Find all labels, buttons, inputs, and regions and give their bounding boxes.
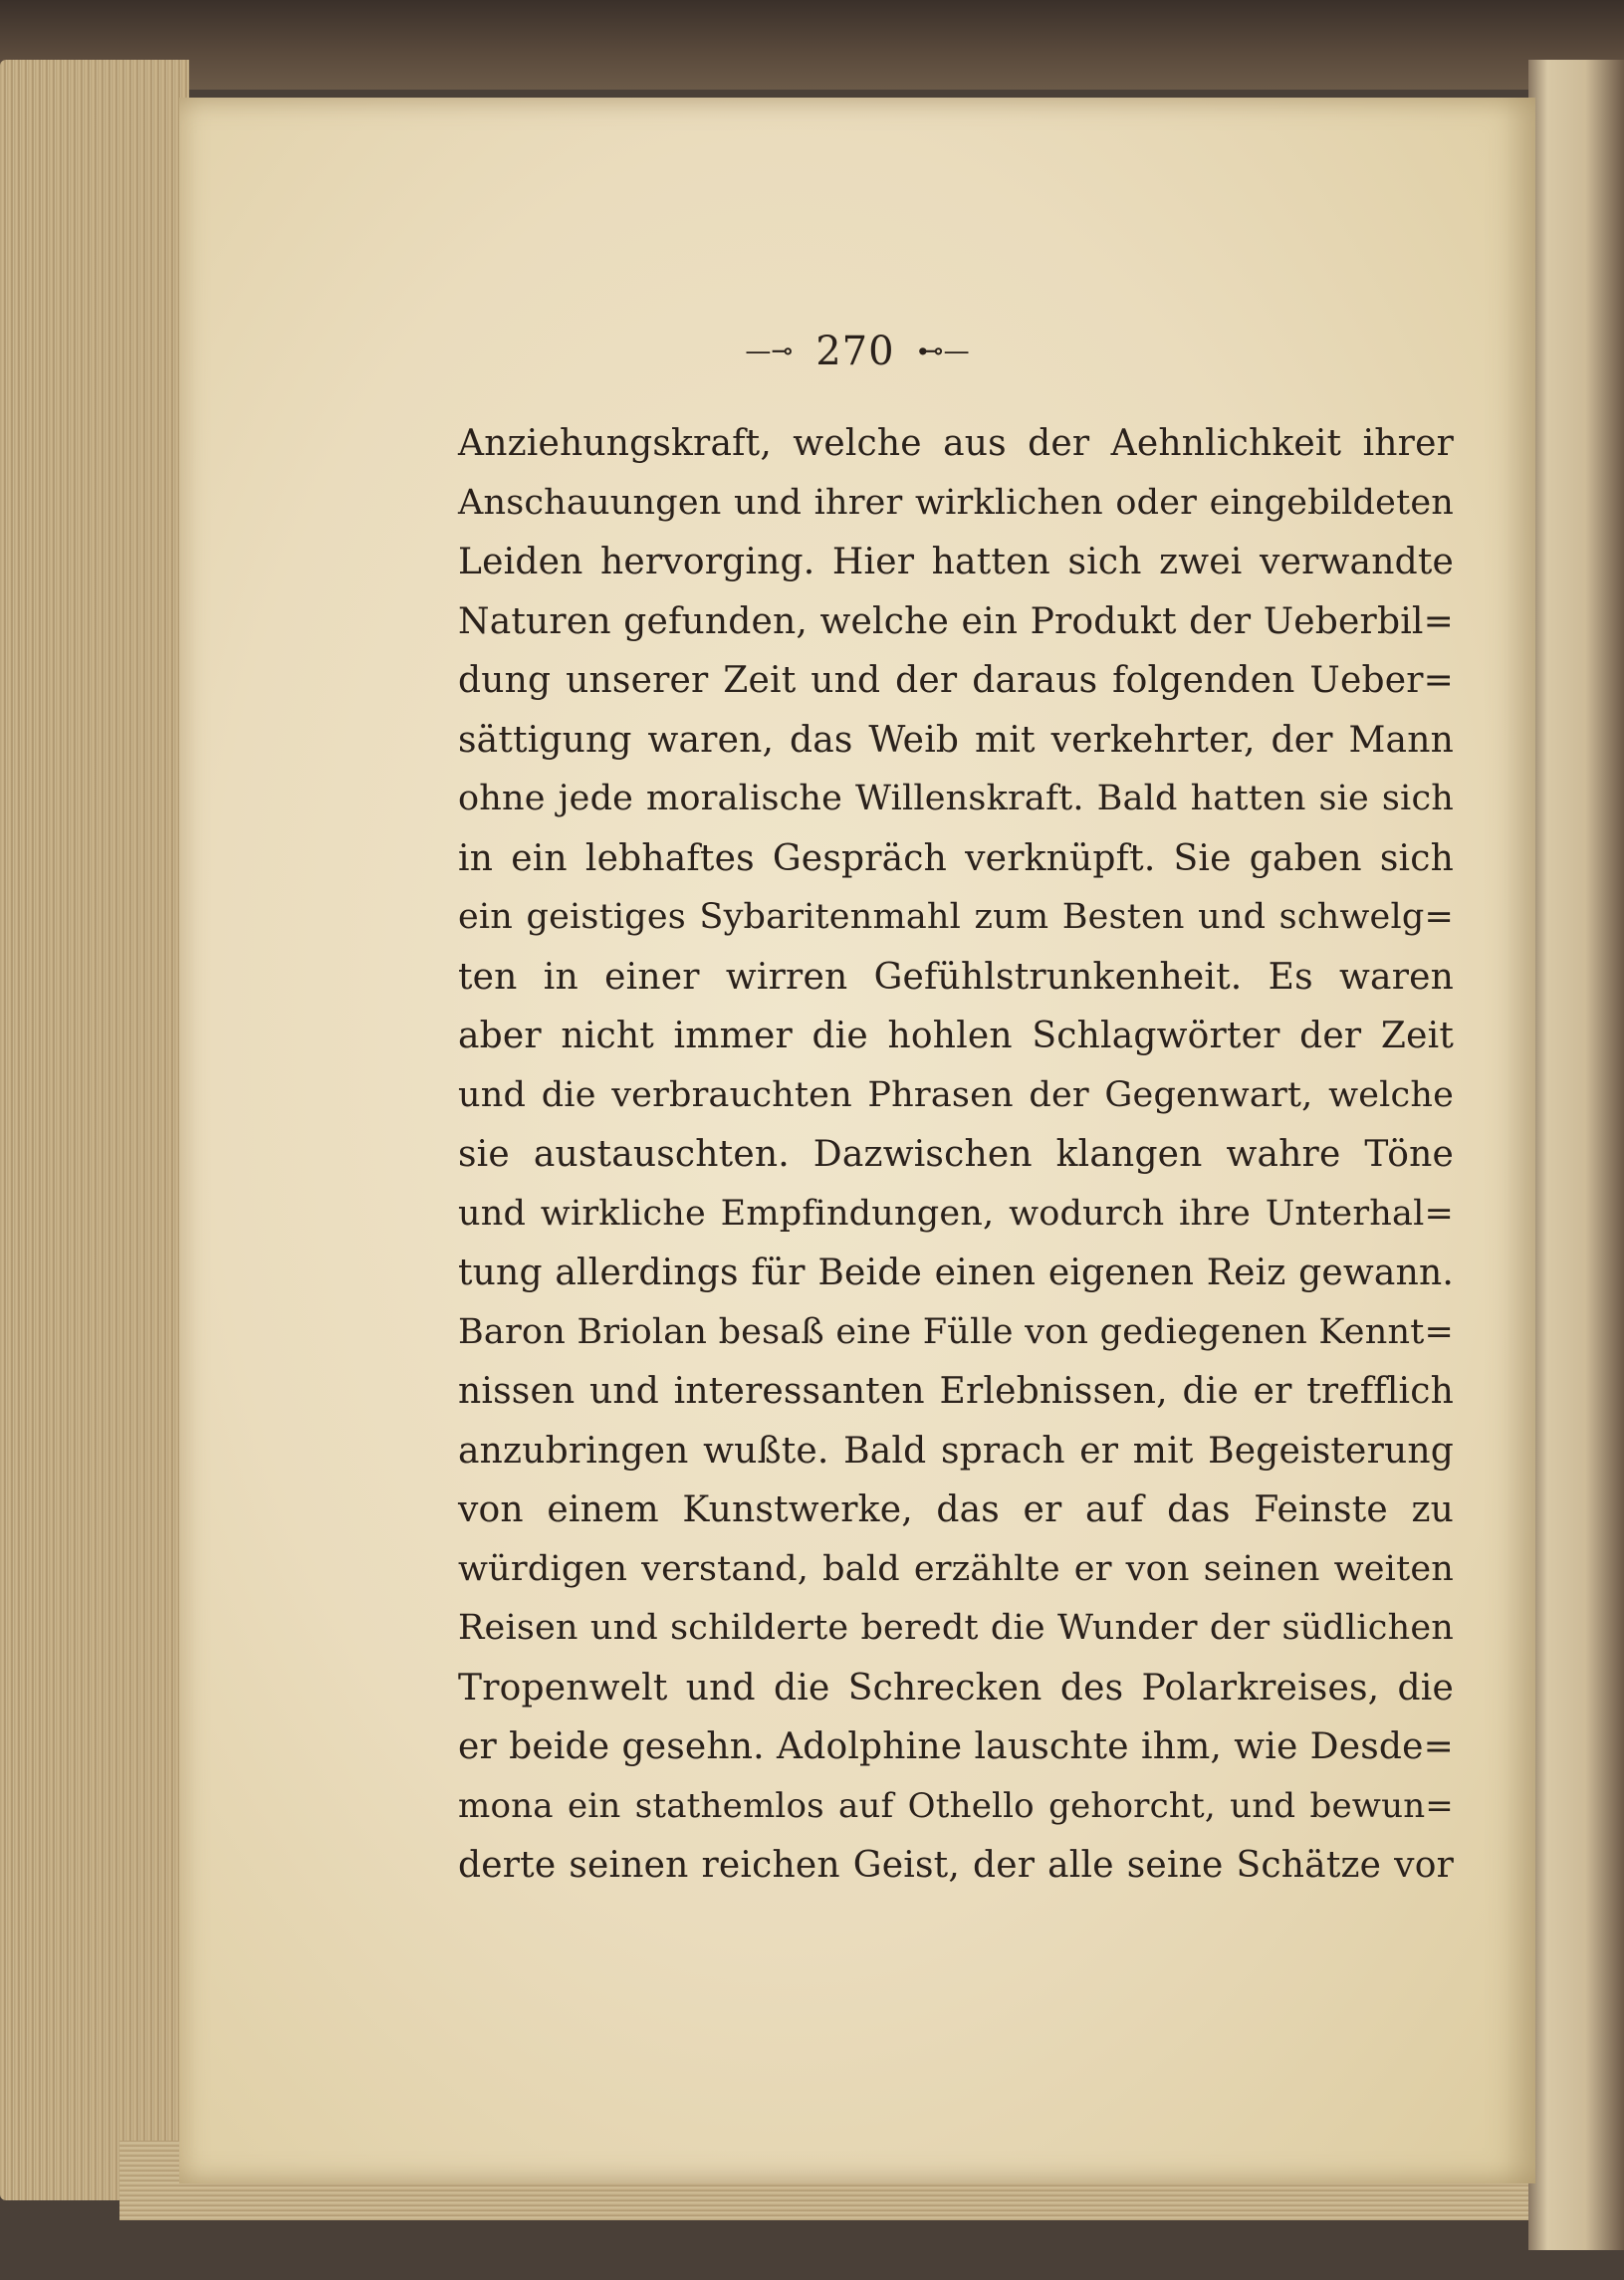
text-line: von einem Kunstwerke, das er auf das Feinste zu — [458, 1489, 1454, 1530]
text-line: Leiden hervorging. Hier hatten sich zwei verwandte — [458, 542, 1454, 582]
page-edges-left — [0, 60, 189, 2200]
text-line: Anziehungskraft, welche aus der Aehnlichkeit ihrer — [458, 423, 1454, 464]
text-line: ein geistiges Sybaritenmahl zum Besten und schwelg= — [458, 897, 1454, 937]
text-line: aber nicht immer die hohlen Schlagwörter der Zeit — [458, 1016, 1454, 1056]
text-line: anzubringen wußte. Bald sprach er mit Begeisterung — [458, 1430, 1454, 1472]
text-line: ohne jede moralische Willenskraft. Bald hatten sie sich — [458, 779, 1454, 818]
text-line: er beide gesehn. Adolphine lauschte ihm, wie Desde= — [458, 1726, 1454, 1767]
text-line: Tropenwelt und die Schrecken des Polarkreises, die — [458, 1667, 1454, 1709]
book-binding-top — [0, 0, 1624, 90]
text-line: Naturen gefunden, welche ein Produkt der Ueberbil= — [458, 600, 1454, 642]
text-line: sie austauschten. Dazwischen klangen wahre Töne — [458, 1134, 1454, 1175]
ornament-left-icon: —⊸ — [745, 337, 794, 366]
text-line: würdigen verstand, bald erzählte er von seinen weiten — [458, 1548, 1454, 1589]
text-line: Reisen und schilderte beredt die Wunder der südlichen — [458, 1608, 1454, 1648]
text-line: dung unserer Zeit und der daraus folgenden Ueber= — [458, 660, 1454, 701]
text-line: und wirkliche Empfindungen, wodurch ihre Unterhal= — [458, 1193, 1454, 1234]
text-line: derte seinen reichen Geist, der alle seine Schätze vor — [458, 1845, 1454, 1886]
text-line: ten in einer wirren Gefühlstrunkenheit. Es waren — [458, 956, 1454, 998]
text-line: Baron Briolan besaß eine Fülle von gediegenen Kennt= — [458, 1311, 1454, 1352]
text-line: nissen und interessanten Erlebnissen, die er trefflich — [458, 1371, 1454, 1412]
text-line: mona ein stathemlos auf Othello gehorcht, und bewun= — [458, 1785, 1454, 1826]
book-page — [179, 98, 1535, 2183]
text-line: sättigung waren, das Weib mit verkehrter, der Mann — [458, 719, 1454, 761]
body-text — [458, 414, 1454, 1896]
page-number: 270 — [815, 329, 895, 374]
page-header — [179, 329, 1535, 388]
text-line: tung allerdings für Beide einen eigenen Reiz gewann. — [458, 1253, 1454, 1293]
ornament-right-icon: ⊷— — [917, 337, 970, 366]
text-line: Anschauungen und ihrer wirklichen oder eingebildeten — [458, 482, 1454, 523]
text-line: in ein lebhaftes Gespräch verknüpft. Sie gaben sich — [458, 837, 1454, 879]
text-line: und die verbrauchten Phrasen der Gegenwart, welche — [458, 1074, 1454, 1115]
facing-page-edge — [1528, 60, 1624, 2250]
